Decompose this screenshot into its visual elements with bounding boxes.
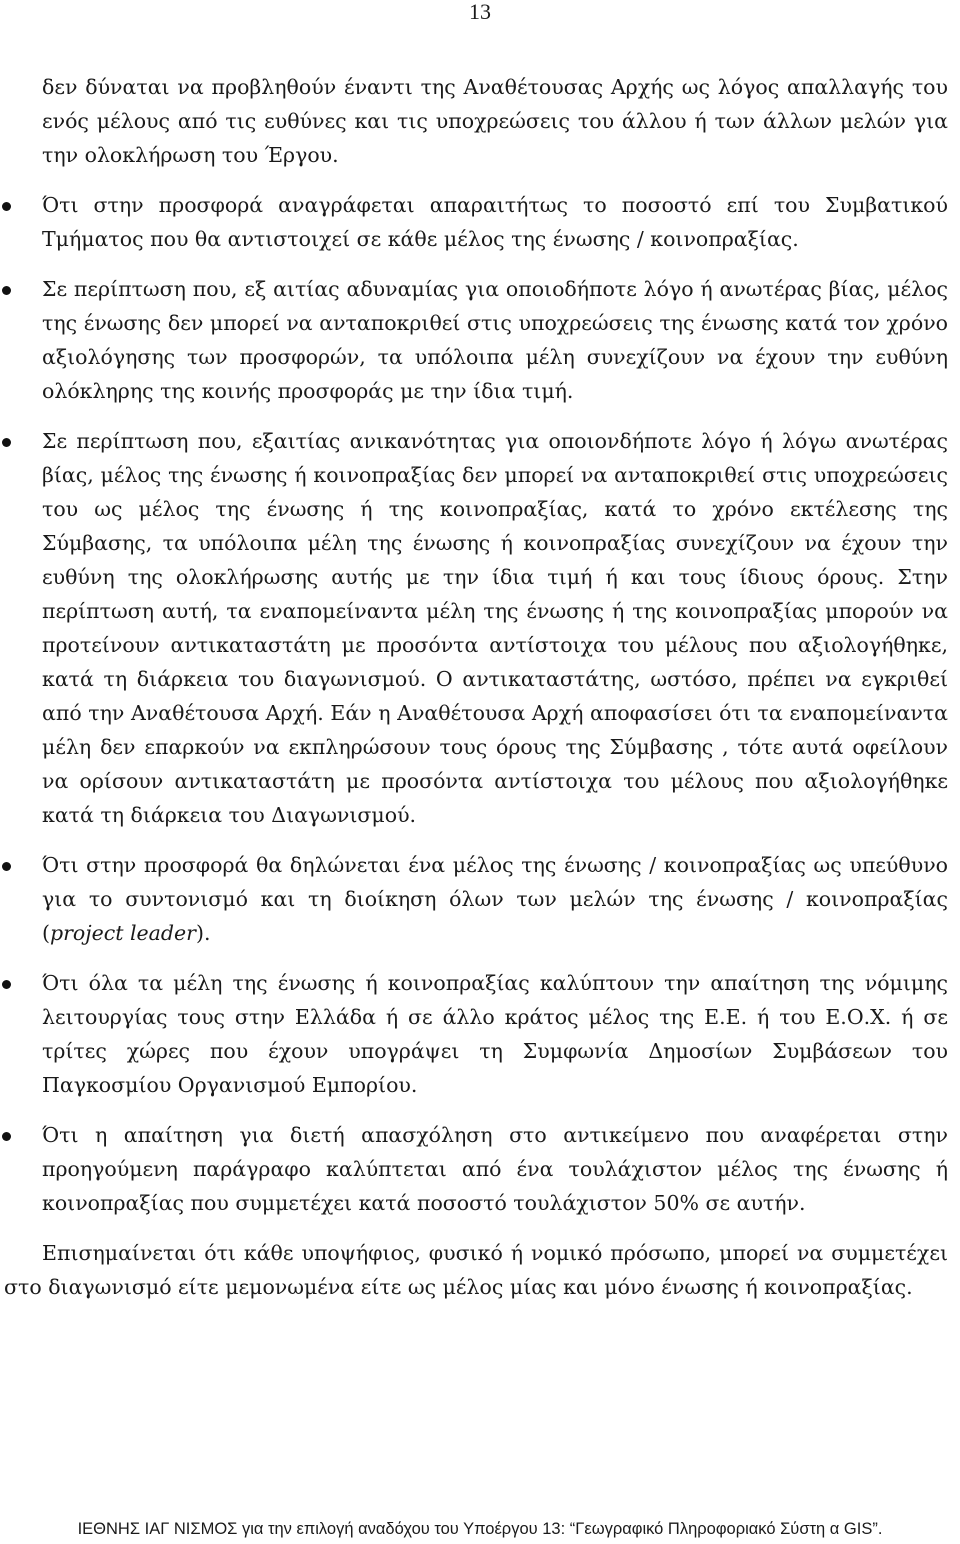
bullet-icon: [2, 286, 11, 295]
closing-paragraph: Επισημαίνεται ότι κάθε υποψήφιος, φυσικό ή νομικό πρόσωπο, μπορεί να συμμετέχει στο διαγωνισμό είτε μεμονωμένα είτε ως μέλος μίας και μόνο ένωσης ή κοινοπραξίας.: [4, 1241, 948, 1299]
page-footer: ΙΕΘΝΗΣ ΙΑΓ ΝΙΣΜΟΣ για την επιλογή αναδόχου του Υποέργου 13: “Γεωγραφικό Πληροφοριακό Σύστη α GIS”.: [77, 1520, 883, 1538]
list-item: Ότι η απαίτηση για διετή απασχόληση στο αντικείμενο που αναφέρεται στην προηγούμενη παράγραφο καλύπτεται από ένα τουλάχιστον μέλος της ένωσης ή κοινοπραξίας που συμμετέχει κατά ποσοστό τουλάχιστον 50% σε αυτήν.: [0, 1118, 960, 1220]
list-item: Ότι στην προσφορά αναγράφεται απαραιτήτως το ποσοστό επί του Συμβατικού Τμήματος που θα αντιστοιχεί σε κάθε μέλος της ένωσης / κοινοπραξίας.: [0, 188, 960, 256]
document-body: [0, 70, 960, 1304]
list-item: Ότι στην προσφορά θα δηλώνεται ένα μέλος της ένωσης / κοινοπραξίας ως υπεύθυνο για το συντονισμό και τη διοίκηση όλων των μελών της ένωσης / κοινοπραξίας (project leader).: [0, 848, 960, 950]
list-item: Ότι όλα τα μέλη της ένωσης ή κοινοπραξίας καλύπτουν την απαίτηση της νόμιμης λειτουργίας τους στην Ελλάδα ή σε άλλο κράτος μέλος της Ε.Ε. ή του Ε.Ο.Χ. ή σε τρίτες χώρες που έχουν υπογράψει τη Συμφωνία Δημοσίων Συμβάσεων του Παγκοσμίου Οργανισμού Εμπορίου.: [0, 966, 960, 1102]
bullet-icon: [2, 1132, 11, 1141]
continuation-paragraph: δεν δύναται να προβληθούν έναντι της Αναθέτουσας Αρχής ως λόγος απαλλαγής του ενός μέλους από τις ευθύνες και τις υποχρεώσεις του άλλου ή των άλλων μελών για την ολοκλήρωση του Έργου.: [42, 75, 948, 167]
emphasis-text: project leader: [50, 921, 196, 945]
list-item: Σε περίπτωση που, εξ αιτίας αδυναμίας για οποιοδήποτε λόγο ή ανωτέρας βίας, μέλος της ένωσης δεν μπορεί να ανταποκριθεί στις υποχρεώσεις της ένωσης κατά τον χρόνο αξιολόγησης των προσφορών, τα υπόλοιπα μέλη συνεχίζουν να έχουν την ευθύνη ολόκληρης της κοινής προσφοράς με την ίδια τιμή.: [0, 272, 960, 408]
bullet-icon: [2, 980, 11, 989]
bullet-icon: [2, 202, 11, 211]
bullet-icon: [2, 438, 11, 447]
bullet-icon: [2, 862, 11, 871]
list-item: Σε περίπτωση που, εξαιτίας ανικανότητας για οποιονδήποτε λόγο ή λόγω ανωτέρας βίας, μέλος της ένωσης ή κοινοπραξίας δεν μπορεί να ανταποκριθεί στις υποχρεώσεις του ως μέλος της ένωσης ή της κοινοπραξίας, κατά το χρόνο εκτέλεσης της Σύμβασης, τα υπόλοιπα μέλη της ένωσης ή κοινοπραξίας συνεχίζουν να έχουν την ευθύνη της ολοκλήρωσης αυτής με την ίδια τιμή ή και τους ίδιους όρους. Στην περίπτωση αυτή, τα εναπομείναντα μέλη της ένωσης ή της κοινοπραξίας μπορούν να προτείνουν αντικαταστάτη με προσόντα αντίστοιχα του μέλους που αξιολογήθηκε, κατά τη διάρκεια του διαγωνισμού. Ο αντικαταστάτης, ωστόσο, πρέπει να εγκριθεί από την Αναθέτουσα Αρχή. Εάν η Αναθέτουσα Αρχή αποφασίσει ότι τα εναπομείναντα μέλη δεν επαρκούν να εκπληρώσουν τους όρους της Σύμβασης , τότε αυτά οφείλουν να ορίσουν αντικαταστάτη με προσόντα αντίστοιχα του μέλους που αξιολογήθηκε κατά τη διάρκεια του Διαγωνισμού.: [0, 424, 960, 832]
page-number: 13: [469, 0, 491, 24]
